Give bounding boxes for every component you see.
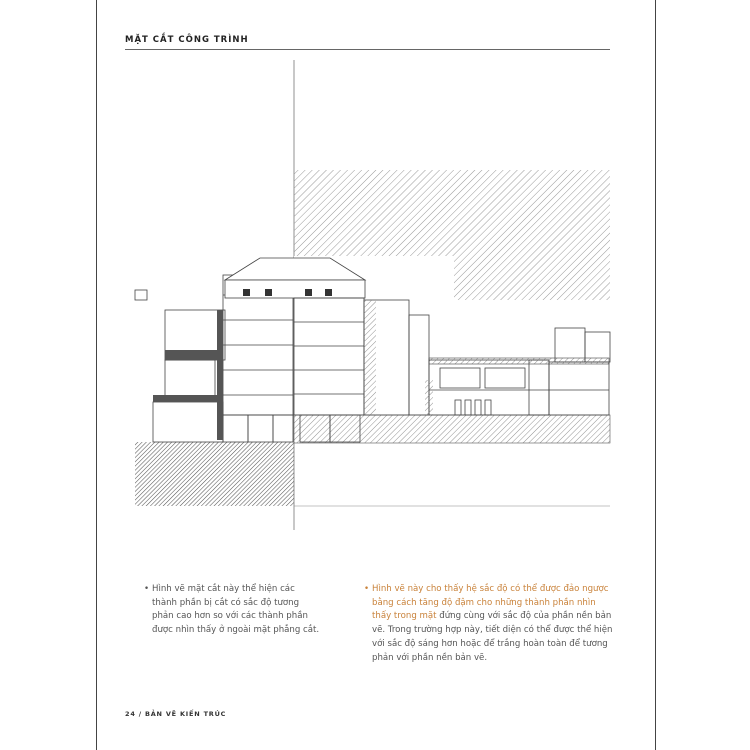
caption-right-highlight: Hình vẽ này cho thấy hệ sắc độ có thể được đảo ngược bằng cách tăng độ đậm cho những thành phần nhìn thấy trong mặt <box>372 584 609 622</box>
caption-left-text: Hình vẽ mặt cắt này thể hiện các thành phần bị cắt có sắc độ tương phản cao hơn so với các thành phần được nhìn thấy ở ngoài mặt phẳng cắt. <box>152 584 320 636</box>
architectural-section-drawing <box>125 60 615 530</box>
page-title: MẶT CẮT CÔNG TRÌNH <box>125 35 249 45</box>
page-header <box>125 27 610 50</box>
page-footer: 24 / BẢN VẼ KIẾN TRÚC <box>125 710 227 718</box>
ground-left <box>135 442 294 506</box>
caption-right-text: đứng cùng với sắc độ của phần nền bản vẽ. Trong trường hợp này, tiết diện có thể được thể hiện với sắc độ sáng hơn hoặc để trắng hoàn toàn để tương phản với phần nền bản vẽ. <box>372 611 613 663</box>
caption-left <box>144 583 320 638</box>
caption-left-bullet: • <box>144 584 150 594</box>
caption-right <box>364 583 617 665</box>
caption-right-bullet: • <box>364 584 370 594</box>
